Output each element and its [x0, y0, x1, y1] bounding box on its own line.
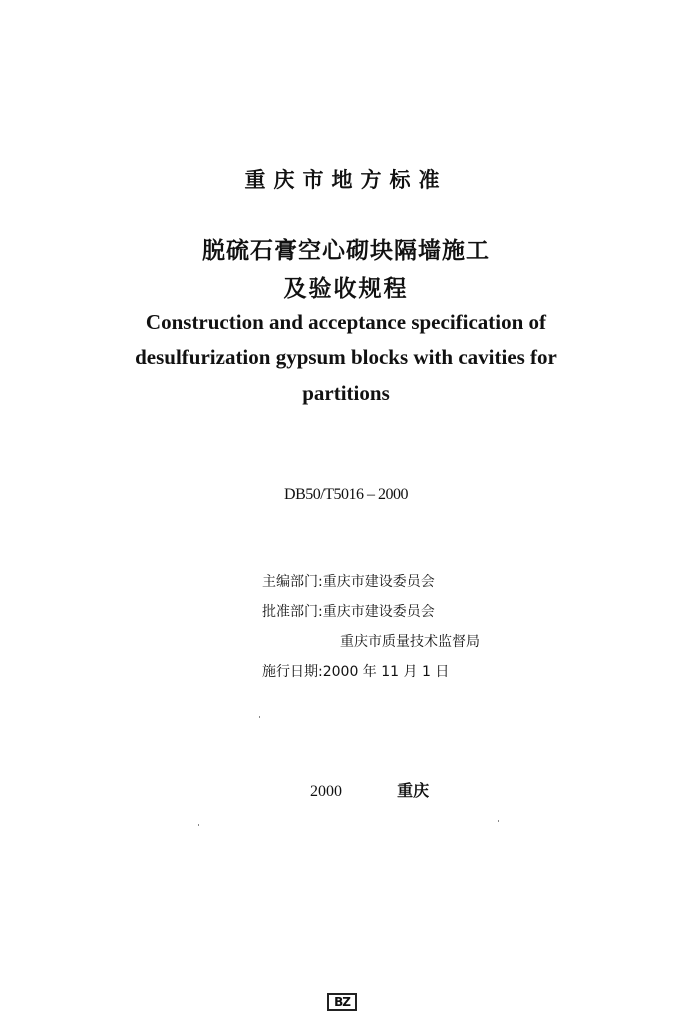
approving-department: 批准部门:重庆市建设委员会: [262, 604, 435, 620]
scan-speck: [498, 820, 499, 822]
standard-code: DB50/T5016 – 2000: [284, 486, 408, 503]
english-title-line-3: partitions: [302, 381, 390, 405]
scan-speck: [259, 716, 260, 718]
effective-date: 施行日期:2000 年 11 月 1 日: [262, 664, 450, 680]
english-title-line-1: Construction and acceptance specification of: [145, 310, 547, 334]
chinese-title-line-1: 脱硫石膏空心砌块隔墙施工: [202, 238, 490, 264]
approving-department-2: 重庆市质量技术监督局: [340, 634, 480, 650]
publication-footer: [310, 778, 429, 801]
publication-city: 重庆: [397, 781, 430, 800]
chief-editor-department: 主编部门:重庆市建设委员会: [262, 574, 435, 590]
scan-speck: [198, 824, 199, 826]
publisher-logo: BZ: [327, 993, 357, 1011]
english-title-line-2: desulfurization gypsum blocks with cavities for: [135, 345, 557, 369]
standard-category: 重庆市地方标准: [244, 168, 448, 192]
publication-year: 2000: [310, 783, 342, 800]
chinese-title-line-2: 及验收规程: [283, 276, 409, 302]
publication-info: [262, 572, 480, 692]
